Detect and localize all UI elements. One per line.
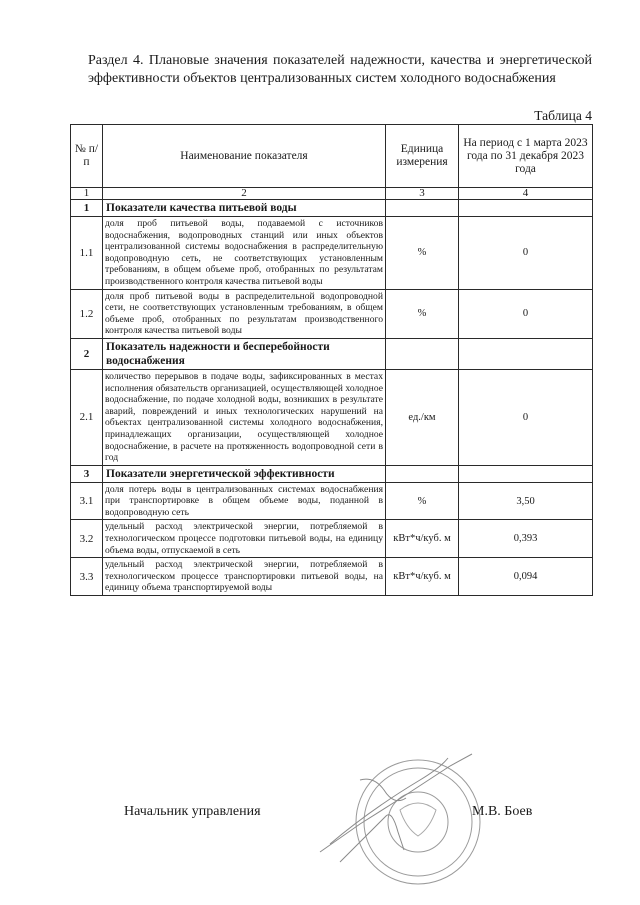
row-name: доля потерь воды в централизованных системах водоснабжения при транспортировке в общем объеме воды, поданной в водопроводную сеть [103, 482, 386, 520]
row-num: 2.1 [71, 369, 103, 465]
row-value: 0 [459, 217, 593, 290]
row-unit: кВт*ч/куб. м [386, 558, 459, 596]
row-name: доля проб питьевой воды в распределительной водопроводной сети, не соответствующих установленным требованиям, в общем объеме проб, отобранных по результатам производственного контроля качества питьевой воды [103, 289, 386, 338]
table-row [71, 289, 593, 338]
row-value: 0,393 [459, 520, 593, 558]
table-row [71, 520, 593, 558]
header-period: На период с 1 марта 2023 года по 31 декабря 2023 года [459, 125, 593, 188]
table-row [71, 369, 593, 465]
row-num: 1.1 [71, 217, 103, 290]
row-unit: кВт*ч/куб. м [386, 520, 459, 558]
header-num: № п/п [71, 125, 103, 188]
row-unit: % [386, 217, 459, 290]
row-name: доля проб питьевой воды, подаваемой с источников водоснабжения, водопроводных станций или иных объектов централизованной системы водоснабжения в распределительную водопроводную сеть, не соответствующих установленным требованиям, в общем объеме проб, отобранных по результатам производственного контроля качества питьевой воды [103, 217, 386, 290]
section-row [71, 200, 593, 217]
row-value: 0 [459, 369, 593, 465]
row-unit: ед./км [386, 369, 459, 465]
section-num: 1 [71, 200, 103, 217]
indicators-table [70, 124, 593, 596]
section-title: Показатель надежности и бесперебойности водоснабжения [103, 338, 386, 369]
row-unit: % [386, 289, 459, 338]
row-unit: % [386, 482, 459, 520]
row-num: 3.3 [71, 558, 103, 596]
table-row [71, 482, 593, 520]
signatory-position: Начальник управления [124, 804, 261, 819]
signatory-name: М.В. Боев [472, 804, 533, 819]
section-row [71, 465, 593, 482]
table-row [71, 558, 593, 596]
section-title: Показатели качества питьевой воды [103, 200, 386, 217]
column-index: 3 [386, 188, 459, 200]
table-row [71, 217, 593, 290]
section-heading: Раздел 4. Плановые значения показателей надежности, качества и энергетической эффективности объектов централизованных систем холодного водоснабжения [88, 53, 592, 86]
column-index: 1 [71, 188, 103, 200]
column-index-row [71, 188, 593, 200]
header-unit: Единица измерения [386, 125, 459, 188]
column-index: 4 [459, 188, 593, 200]
row-name: количество перерывов в подаче воды, зафиксированных в местах исполнения обязательств организацией, осуществляющей холодное водоснабжение, по подаче холодной воды, возникших в результате аварий, повреждений и иных технологических нарушений на объектах централизованной системы холодного водоснабжения, принадлежащих организации, осуществляющей холодное водоснабжение, в расчете на протяженность водопроводной сети в год [103, 369, 386, 465]
table-label: Таблица 4 [534, 108, 592, 123]
row-num: 1.2 [71, 289, 103, 338]
section-num: 3 [71, 465, 103, 482]
section-row [71, 338, 593, 369]
row-name: удельный расход электрической энергии, потребляемой в технологическом процессе подготовки питьевой воды, на единицу объема воды, отпускаемой в сеть [103, 520, 386, 558]
section-title: Показатели энергетической эффективности [103, 465, 386, 482]
row-value: 0 [459, 289, 593, 338]
row-name: удельный расход электрической энергии, потребляемой в технологическом процессе транспортировки питьевой воды, на единицу объема транспортируемой воды [103, 558, 386, 596]
row-value: 3,50 [459, 482, 593, 520]
row-num: 3.2 [71, 520, 103, 558]
row-value: 0,094 [459, 558, 593, 596]
table-header-row [71, 125, 593, 188]
row-num: 3.1 [71, 482, 103, 520]
seal-stamp [300, 740, 490, 890]
header-name: Наименование показателя [103, 125, 386, 188]
signature-mark [320, 754, 472, 862]
column-index: 2 [103, 188, 386, 200]
section-num: 2 [71, 338, 103, 369]
